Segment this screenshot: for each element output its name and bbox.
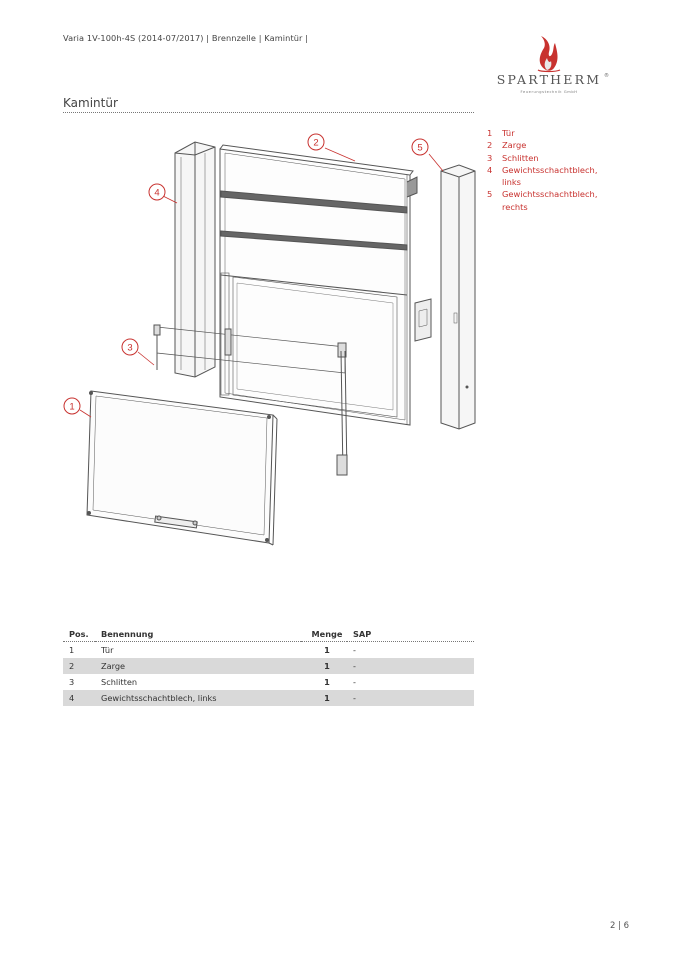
table-header-row <box>63 626 474 642</box>
cell-qty: 1 <box>324 677 330 687</box>
svg-text:5: 5 <box>417 142 423 154</box>
flame-icon <box>484 30 614 75</box>
col-header-name: Benennung <box>101 628 154 639</box>
section-title: Kamintür <box>63 96 118 110</box>
callout-2 <box>308 134 324 150</box>
cell-pos: 3 <box>69 677 75 687</box>
svg-text:1: 1 <box>69 401 75 413</box>
legend-item: 2 Zarge <box>487 140 527 151</box>
cell-sap: - <box>347 642 474 659</box>
logo-wordmark: SPARTHERM <box>496 72 602 87</box>
section-divider <box>63 112 474 113</box>
logo-registered-mark: ® <box>604 73 609 79</box>
cell-sap: - <box>347 658 474 674</box>
cell-name: Tür <box>95 642 301 659</box>
weight-shaft-plate-right <box>441 165 475 429</box>
table-row <box>63 658 474 674</box>
col-header-pos: Pos. <box>69 628 89 639</box>
svg-text:4: 4 <box>154 187 160 199</box>
frame-zarge <box>220 142 431 425</box>
callout-3 <box>122 339 138 355</box>
legend-item: 5 Gewichtsschachtblech, <box>487 189 598 200</box>
logo-subtitle: Feuerungstechnik GmbH <box>520 90 578 94</box>
cell-name: Zarge <box>95 658 301 674</box>
exploded-view-drawing <box>55 125 485 555</box>
cell-qty: 1 <box>301 690 347 706</box>
col-header-sap: SAP <box>353 628 372 639</box>
cell-qty: 1 <box>301 642 347 659</box>
legend-item: 4 Gewichtsschachtblech, links <box>487 164 598 188</box>
cell-pos: 4 <box>63 690 95 706</box>
callout-1 <box>64 398 80 414</box>
page-number: 2 | 6 <box>610 921 630 931</box>
table-row <box>63 674 474 690</box>
parts-table <box>63 626 474 706</box>
weight-shaft-plate-left <box>175 142 215 377</box>
spartherm-logo <box>484 30 614 100</box>
svg-text:2: 2 <box>313 137 319 149</box>
table-row <box>63 690 474 706</box>
cell-qty: 1 <box>301 658 347 674</box>
door-tuer <box>87 391 277 545</box>
cell-sap: - <box>347 690 474 706</box>
cell-sap: - <box>353 677 356 687</box>
callout-4 <box>149 184 165 200</box>
legend-item: 3 Schlitten <box>487 152 539 163</box>
document-breadcrumb: Varia 1V-100h-4S (2014-07/2017) | Brennzelle | Kamintür | <box>63 33 309 43</box>
svg-text:3: 3 <box>127 342 133 354</box>
legend-item: 1 Tür <box>487 128 515 138</box>
cell-pos: 2 <box>63 658 95 674</box>
callout-5 <box>412 139 428 155</box>
table-row <box>63 642 474 659</box>
cell-pos: 1 <box>63 642 95 659</box>
cell-name: Gewichtsschachtblech, links <box>95 690 301 706</box>
parts-legend <box>487 127 612 213</box>
col-header-qty: Menge <box>311 628 343 639</box>
cell-name: Schlitten <box>101 677 138 687</box>
legend-item: rechts <box>502 201 528 212</box>
